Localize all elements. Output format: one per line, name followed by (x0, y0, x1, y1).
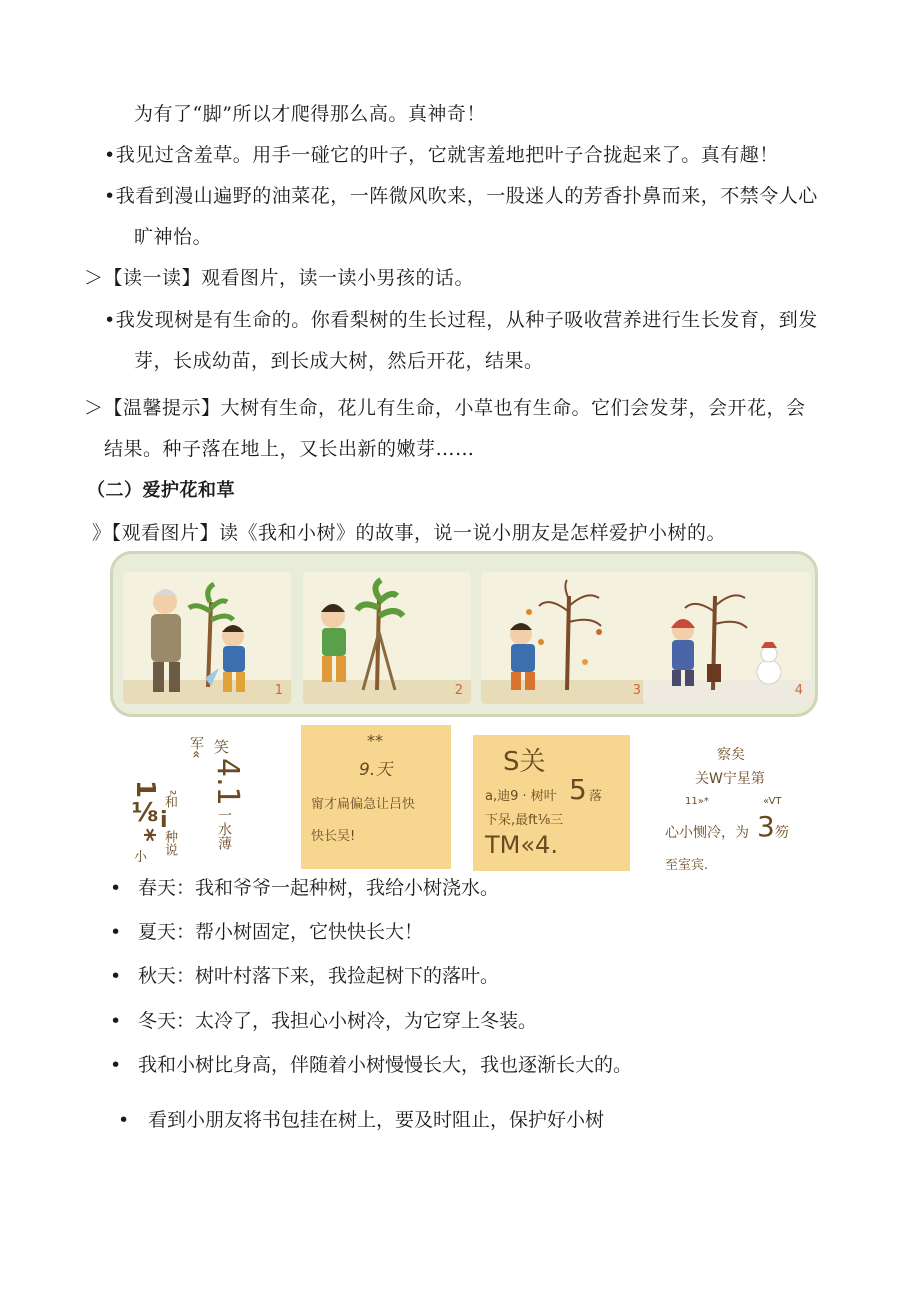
panel-number-4: 4 (794, 683, 803, 698)
bullet-mark: • (110, 1054, 122, 1076)
caption-2-line-3: 甯才扁偏急让吕快 (311, 797, 416, 812)
summer-illustration (303, 572, 471, 704)
caption-1-small-c: 小 (134, 850, 148, 865)
bullet-mark: • (110, 877, 122, 899)
bullet-mark: • (110, 921, 122, 943)
caption-4-line-1: 察矣 (717, 747, 745, 763)
bullet-text-autumn: 秋天：树叶村落下来，我捡起树下的落叶。 (138, 965, 500, 987)
caption-1-small-b: 种说 (162, 830, 177, 856)
text-line-2: •我见过含羞草。用手一碰它的叶子，它就害羞地把叶子合拢起来了。真有趣！ (104, 144, 779, 166)
caption-1-big: 4.1 (210, 758, 245, 806)
caption-4-line-3a: 11»* (685, 796, 709, 807)
section-heading: （二）爱护花和草 (87, 480, 235, 501)
caption-1 (130, 732, 265, 868)
caption-4 (655, 740, 805, 880)
winter-illustration (643, 572, 811, 704)
bullet-text-height: 我和小树比身高，伴随着小树慢慢长大，我也逐渐长大的。 (138, 1054, 633, 1076)
caption-3-line-4: TM«4. (485, 831, 558, 859)
spring-illustration (123, 572, 291, 704)
caption-4-line-4b: 3 (757, 810, 775, 843)
caption-1-small-a: ²和 (162, 790, 177, 809)
text-line-1: 为有了“脚”所以才爬得那么高。真神奇！ (134, 103, 486, 125)
instruction-line: 》【观看图片】读《我和小树》的故事，说一说小朋友是怎样爱护小树的。 (92, 522, 727, 544)
caption-1-col-a: 军« (188, 736, 204, 759)
panel-winter (643, 572, 811, 704)
bullet-mark: • (110, 965, 122, 987)
caption-2-line-2: 9.天 (359, 760, 393, 780)
caption-4-line-4a: 心小恻冷，为 (665, 825, 749, 841)
text-line-8: ＞【温馨提示】大树有生命，花儿有生命，小草也有生命。它们会发芽，会开花，会 (84, 397, 806, 419)
bullet-text-summer: 夏天：帮小树固定，它快快长大！ (138, 921, 424, 943)
caption-3-line-2a: a,迪9 · 树叶 (485, 789, 557, 804)
text-line-4: 旷神怡。 (134, 226, 213, 248)
bullet-text-spring: 春天：我和爷爷一起种树，我给小树浇水。 (138, 877, 500, 899)
caption-2 (301, 725, 451, 869)
bullet-mark: • (110, 1010, 122, 1032)
caption-3-line-2b: 5 (569, 773, 587, 806)
text-line-5: ＞【读一读】观看图片，读一读小男孩的话。 (84, 267, 475, 289)
panel-number-2: 2 (454, 683, 463, 698)
autumn-illustration (481, 572, 649, 704)
caption-3-line-1: S关 (503, 747, 546, 777)
illustration-strip (110, 551, 818, 717)
caption-1-i: i (160, 808, 168, 833)
caption-1-frac: 1⅛* (130, 780, 160, 842)
text-line-9: 结果。种子落在地上，又长出新的嫩芽…… (104, 438, 475, 460)
caption-3 (473, 735, 630, 871)
caption-2-line-1: ** (367, 731, 383, 750)
panel-number-3: 3 (632, 683, 641, 698)
caption-4-line-4c: 笏 (775, 825, 789, 841)
caption-1-col-c: 一水薄 (216, 808, 232, 850)
caption-4-line-3b: «VT (763, 796, 782, 807)
caption-3-line-3: 下呆,最ft⅛三 (485, 813, 564, 828)
text-line-7: 芽，长成幼苗，到长成大树，然后开花，结果。 (134, 350, 544, 372)
panel-number-1: 1 (274, 683, 283, 698)
bullet-mark: • (118, 1109, 130, 1131)
caption-1-col-b: 笑 (214, 738, 230, 756)
caption-4-line-2: 关W宁星第 (695, 771, 765, 787)
text-line-3: •我看到漫山遍野的油菜花，一阵微风吹来，一股迷人的芳香扑鼻而来，不禁令人心 (104, 185, 818, 207)
caption-2-line-4: 快长吴! (311, 829, 356, 844)
bullet-text-winter: 冬天：太冷了，我担心小树冷，为它穿上冬装。 (138, 1010, 538, 1032)
caption-3-line-2c: 落 (589, 789, 603, 804)
panel-autumn (481, 572, 649, 704)
text-line-6: •我发现树是有生命的。你看梨树的生长过程，从种子吸收营养进行生长发育，到发 (104, 309, 818, 331)
caption-4-line-5: 至室宾. (665, 858, 709, 873)
panel-spring (123, 572, 291, 704)
bullet-text-protect: 看到小朋友将书包挂在树上，要及时阻止，保护好小树 (148, 1109, 605, 1131)
panel-summer (303, 572, 471, 704)
